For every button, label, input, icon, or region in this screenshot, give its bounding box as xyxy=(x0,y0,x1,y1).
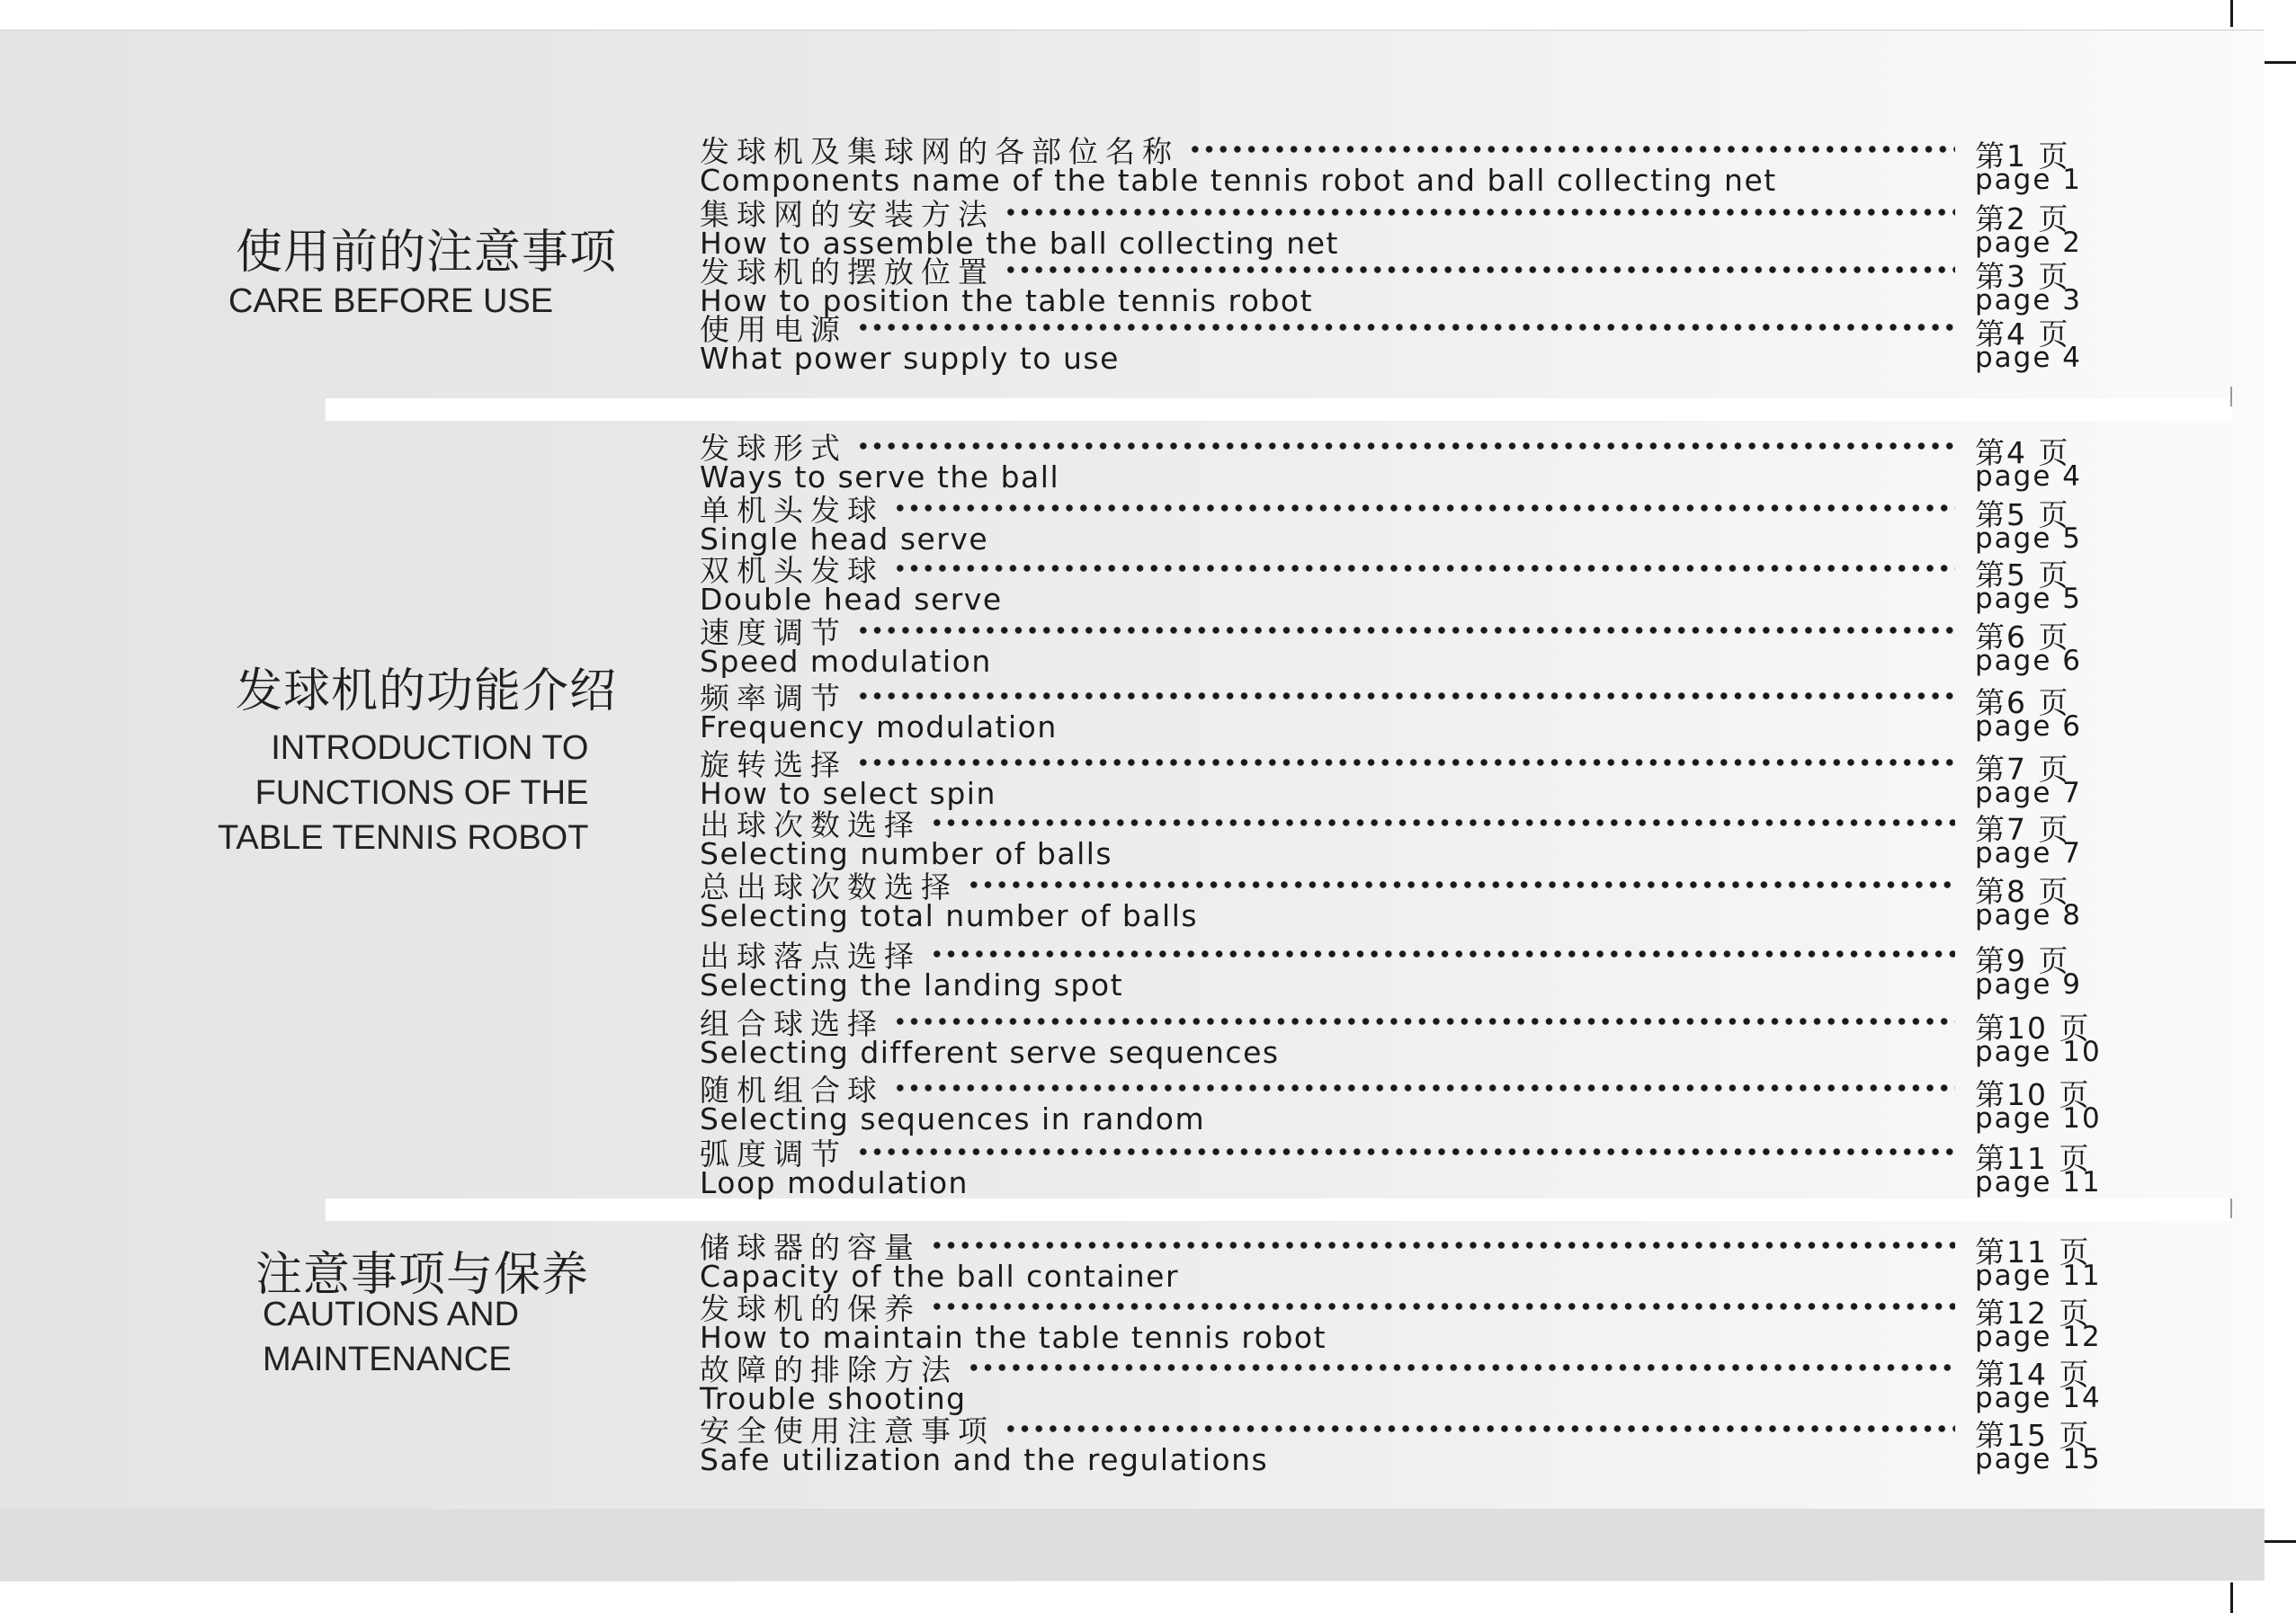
toc-entry xyxy=(0,311,2296,376)
toc-entry xyxy=(0,1229,2296,1294)
toc-entry xyxy=(0,869,2296,933)
section-title-cn: 使用前的注意事项 xyxy=(236,226,618,280)
toc-page-cn: 第3 页 xyxy=(1975,259,2070,294)
toc-title-cn: 旋转选择 xyxy=(700,746,847,782)
dot-leader xyxy=(856,759,1955,766)
dot-leader xyxy=(893,565,1955,572)
toc-page-en: page 14 xyxy=(1975,1382,2102,1414)
dot-leader xyxy=(1004,266,1955,273)
toc-title-cn: 双机头发球 xyxy=(700,552,884,588)
toc-leader-row xyxy=(700,806,1962,842)
crop-mark xyxy=(2230,387,2232,406)
dot-leader xyxy=(930,950,1955,958)
toc-page-cn: 第4 页 xyxy=(1975,316,2070,352)
dot-leader xyxy=(893,1084,1955,1092)
toc-title-cn: 集球网的安装方法 xyxy=(700,196,995,232)
toc-page-en: page 9 xyxy=(1975,968,2083,1001)
toc-page-cn: 第5 页 xyxy=(1975,557,2070,593)
toc-title-en: Selecting number of balls xyxy=(700,836,1113,871)
toc-title-cn: 出球落点选择 xyxy=(700,938,921,974)
toc-title-cn: 出球次数选择 xyxy=(700,806,921,842)
toc-title-en: Selecting different serve sequences xyxy=(700,1035,1280,1070)
section-title-en: CARE BEFORE USE xyxy=(228,282,554,320)
toc-entry xyxy=(0,1290,2296,1355)
toc-title-cn: 发球机及集球网的各部位名称 xyxy=(700,133,1179,169)
dot-leader xyxy=(967,881,1955,888)
dot-leader xyxy=(856,692,1955,700)
toc-leader-row xyxy=(700,1229,1962,1265)
toc-title-cn: 发球形式 xyxy=(700,430,847,466)
toc-page-en: page 8 xyxy=(1975,899,2083,931)
toc-leader-row xyxy=(700,492,1962,528)
toc-leader-row xyxy=(700,1290,1962,1326)
toc-entry xyxy=(0,806,2296,871)
dot-leader xyxy=(967,1364,1955,1371)
toc-page-cn: 第10 页 xyxy=(1975,1011,2091,1046)
toc-title-en: How to maintain the table tennis robot xyxy=(700,1320,1327,1355)
toc-leader-row xyxy=(700,1351,1962,1387)
toc-leader-row xyxy=(700,1136,1962,1172)
toc-page-cn: 第11 页 xyxy=(1975,1234,2091,1270)
toc-page-cn: 第9 页 xyxy=(1975,943,2070,978)
toc-page-cn: 第15 页 xyxy=(1975,1418,2091,1453)
toc-page-cn: 第4 页 xyxy=(1975,435,2070,470)
toc-page-en: page 5 xyxy=(1975,583,2083,615)
toc-entry xyxy=(0,1136,2296,1200)
toc-leader-row xyxy=(700,938,1962,974)
toc-page-en: page 7 xyxy=(1975,777,2083,809)
dot-leader xyxy=(1004,1425,1955,1432)
toc-page-cn: 第12 页 xyxy=(1975,1296,2091,1331)
toc-title-en: Selecting total number of balls xyxy=(700,898,1199,933)
dot-leader xyxy=(893,1018,1955,1025)
toc-entry xyxy=(0,1351,2296,1416)
toc-leader-row xyxy=(700,133,1962,169)
toc-title-en: How to select spin xyxy=(700,776,996,811)
dot-leader xyxy=(893,504,1955,512)
toc-leader-row xyxy=(700,614,1962,650)
toc-page-en: page 2 xyxy=(1975,227,2083,259)
toc-title-en: Double head serve xyxy=(700,582,1003,617)
toc-title-cn: 使用电源 xyxy=(700,311,847,347)
toc-entry xyxy=(0,938,2296,1003)
toc-title-cn: 发球机的保养 xyxy=(700,1290,921,1326)
dot-leader xyxy=(1004,209,1955,216)
toc-title-en: Loop modulation xyxy=(700,1165,969,1200)
toc-title-en: Components name of the table tennis robot and ball collecting net xyxy=(700,163,1777,198)
toc-page-cn: 第14 页 xyxy=(1975,1357,2091,1392)
toc-page-cn: 第6 页 xyxy=(1975,685,2070,720)
toc-title-cn: 储球器的容量 xyxy=(700,1229,921,1265)
toc-page-en: page 6 xyxy=(1975,710,2083,743)
toc-title-cn: 随机组合球 xyxy=(700,1072,884,1108)
section-title-en: CAUTIONS AND MAINTENANCE xyxy=(263,1296,520,1378)
toc-page-en: page 7 xyxy=(1975,837,2083,869)
section-title-cn: 注意事项与保养 xyxy=(255,1248,590,1302)
toc-title-en: Speed modulation xyxy=(700,644,992,679)
toc-title-en: How to assemble the ball collecting net xyxy=(700,226,1339,261)
toc-page-en: page 6 xyxy=(1975,645,2083,677)
toc-title-cn: 弧度调节 xyxy=(700,1136,847,1172)
toc-leader-row xyxy=(700,1005,1962,1041)
toc-page-en: page 4 xyxy=(1975,342,2083,374)
dot-leader xyxy=(930,1303,1955,1310)
dot-leader xyxy=(1188,146,1955,153)
toc-leader-row xyxy=(700,430,1962,466)
toc-title-cn: 总出球次数选择 xyxy=(700,869,958,905)
toc-leader-row xyxy=(700,552,1962,588)
toc-page-en: page 1 xyxy=(1975,164,2083,196)
toc-page-cn: 第6 页 xyxy=(1975,619,2070,655)
toc-page-cn: 第8 页 xyxy=(1975,874,2070,909)
dot-leader xyxy=(856,442,1955,450)
section-divider xyxy=(326,1199,2232,1221)
toc-title-cn: 故障的排除方法 xyxy=(700,1351,958,1387)
toc-title-cn: 组合球选择 xyxy=(700,1005,884,1041)
toc-title-en: Capacity of the ball container xyxy=(700,1259,1180,1294)
toc-title-en: Selecting the landing spot xyxy=(700,967,1124,1003)
dot-leader xyxy=(856,324,1955,331)
section-divider xyxy=(326,398,2232,421)
toc-leader-row xyxy=(700,680,1962,716)
dot-leader xyxy=(930,1242,1955,1249)
toc-page-en: page 11 xyxy=(1975,1260,2102,1292)
toc-page-en: page 10 xyxy=(1975,1036,2102,1068)
toc-entry xyxy=(0,133,2296,198)
toc-page-en: page 10 xyxy=(1975,1102,2102,1135)
crop-mark xyxy=(2230,1582,2233,1613)
toc-page-cn: 第2 页 xyxy=(1975,201,2070,236)
toc-title-en: How to position the table tennis robot xyxy=(700,283,1314,318)
toc-title-en: What power supply to use xyxy=(700,341,1120,376)
toc-title-cn: 安全使用注意事项 xyxy=(700,1412,995,1448)
toc-page-cn: 第10 页 xyxy=(1975,1077,2091,1112)
section-title-en: INTRODUCTION TO FUNCTIONS OF THE TABLE TENNIS ROBOT xyxy=(218,729,589,857)
toc-leader-row xyxy=(700,1072,1962,1108)
toc-title-cn: 单机头发球 xyxy=(700,492,884,528)
toc-title-en: Ways to serve the ball xyxy=(700,459,1060,495)
bottom-band xyxy=(0,1509,2265,1581)
toc-entry xyxy=(0,492,2296,557)
toc-entry xyxy=(0,1005,2296,1070)
dot-leader xyxy=(856,1148,1955,1155)
section-title-cn: 发球机的功能介绍 xyxy=(236,664,618,718)
toc-leader-row xyxy=(700,746,1962,782)
toc-leader-row xyxy=(700,1412,1962,1448)
toc-page-en: page 4 xyxy=(1975,460,2083,493)
toc-page-cn: 第7 页 xyxy=(1975,812,2070,847)
toc-entry xyxy=(0,1072,2296,1136)
crop-mark xyxy=(2265,1540,2296,1543)
crop-mark xyxy=(2230,0,2233,27)
toc-page-cn: 第1 页 xyxy=(1975,138,2070,174)
toc-title-en: Frequency modulation xyxy=(700,709,1058,744)
toc-leader-row xyxy=(700,254,1962,290)
toc-entry xyxy=(0,430,2296,495)
toc-leader-row xyxy=(700,311,1962,347)
toc-page-en: page 12 xyxy=(1975,1321,2102,1353)
crop-mark xyxy=(2230,1199,2232,1218)
toc-page-cn: 第7 页 xyxy=(1975,752,2070,787)
toc-page-en: page 3 xyxy=(1975,284,2083,316)
toc-title-en: Single head serve xyxy=(700,521,989,557)
toc-title-cn: 速度调节 xyxy=(700,614,847,650)
toc-page-cn: 第11 页 xyxy=(1975,1141,2091,1176)
toc-leader-row xyxy=(700,869,1962,905)
toc-title-cn: 发球机的摆放位置 xyxy=(700,254,995,290)
toc-page-en: page 5 xyxy=(1975,522,2083,555)
dot-leader xyxy=(930,819,1955,826)
toc-title-en: Trouble shooting xyxy=(700,1381,967,1416)
toc-entry xyxy=(0,254,2296,318)
dot-leader xyxy=(856,627,1955,634)
toc-leader-row xyxy=(700,196,1962,232)
crop-mark xyxy=(2265,61,2296,64)
toc-entry xyxy=(0,552,2296,617)
toc-page-cn: 第5 页 xyxy=(1975,497,2070,532)
toc-page-en: page 15 xyxy=(1975,1443,2102,1475)
toc-page-en: page 11 xyxy=(1975,1166,2102,1199)
toc-entry xyxy=(0,196,2296,261)
toc-title-en: Selecting sequences in random xyxy=(700,1101,1206,1136)
toc-title-en: Safe utilization and the regulations xyxy=(700,1442,1269,1477)
toc-entry xyxy=(0,1412,2296,1477)
toc-title-cn: 频率调节 xyxy=(700,680,847,716)
toc-entry xyxy=(0,614,2296,679)
toc-entry xyxy=(0,680,2296,744)
